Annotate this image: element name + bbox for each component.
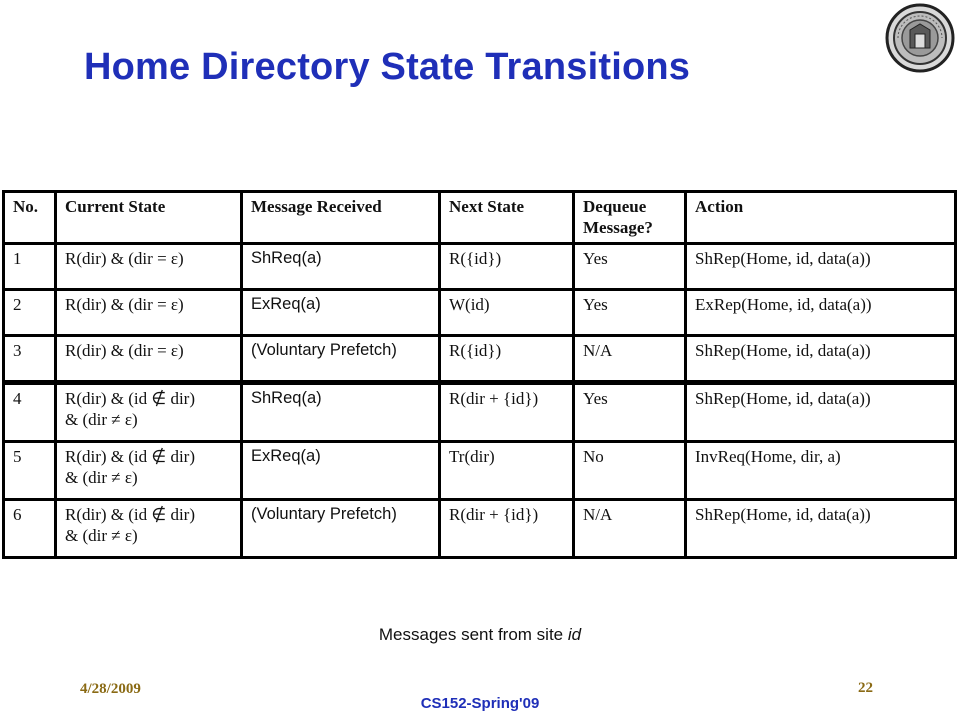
table-caption — [0, 625, 960, 645]
table-row — [4, 336, 956, 383]
cell-dequeue: Yes — [574, 290, 686, 336]
cell-dequeue: Yes — [574, 383, 686, 442]
cell-current-state — [56, 290, 242, 336]
footer-page-number: 22 — [858, 680, 873, 696]
header-dequeue-message: Dequeue Message? — [574, 192, 686, 244]
cell-next-state: R(dir + {id}) — [440, 500, 574, 558]
state-line-2: & (dir ≠ ε) — [65, 410, 138, 429]
cell-next-state: R({id}) — [440, 336, 574, 383]
cell-current-state — [56, 244, 242, 290]
table-row — [4, 500, 956, 558]
footer-course: CS152-Spring'09 — [420, 695, 540, 712]
table-row — [4, 244, 956, 290]
caption-text: Messages sent from site — [378, 625, 568, 644]
cell-no: 6 — [4, 500, 56, 558]
cell-message-received: ShReq(a) — [242, 383, 440, 442]
cell-next-state: R({id}) — [440, 244, 574, 290]
cell-message-received: ExReq(a) — [242, 290, 440, 336]
cell-no: 1 — [4, 244, 56, 290]
cell-no: 4 — [4, 383, 56, 442]
state-line-1: R(dir) & (id ∉ dir) — [65, 447, 196, 466]
state-line-2: & (dir ≠ ε) — [65, 526, 138, 545]
header-next-state: Next State — [440, 192, 574, 244]
header-action: Action — [686, 192, 956, 244]
cell-no: 3 — [4, 336, 56, 383]
table-row — [4, 442, 956, 500]
cell-next-state: W(id) — [440, 290, 574, 336]
slide-title: Home Directory State Transitions — [84, 46, 691, 88]
cell-action: ShRep(Home, id, data(a)) — [686, 500, 956, 558]
cell-current-state — [56, 336, 242, 383]
header-current-state: Current State — [56, 192, 242, 244]
cell-no: 2 — [4, 290, 56, 336]
header-no: No. — [4, 192, 56, 244]
state-line-1: R(dir) & (dir = ε) — [65, 341, 184, 360]
university-seal-icon — [884, 2, 956, 74]
cell-dequeue: N/A — [574, 500, 686, 558]
cell-message-received: (Voluntary Prefetch) — [242, 336, 440, 383]
cell-dequeue: No — [574, 442, 686, 500]
cell-action: ShRep(Home, id, data(a)) — [686, 336, 956, 383]
cell-action: ShRep(Home, id, data(a)) — [686, 383, 956, 442]
cell-dequeue: N/A — [574, 336, 686, 383]
state-line-1: R(dir) & (dir = ε) — [65, 295, 184, 314]
cell-no: 5 — [4, 442, 56, 500]
cell-message-received: ShReq(a) — [242, 244, 440, 290]
cell-current-state — [56, 442, 242, 500]
cell-message-received: (Voluntary Prefetch) — [242, 500, 440, 558]
table-row — [4, 290, 956, 336]
state-line-1: R(dir) & (id ∉ dir) — [65, 389, 196, 408]
caption-emphasis: id — [567, 625, 582, 644]
cell-action: ShRep(Home, id, data(a)) — [686, 244, 956, 290]
cell-next-state: R(dir + {id}) — [440, 383, 574, 442]
state-line-1: R(dir) & (id ∉ dir) — [65, 505, 196, 524]
table-header-row — [4, 192, 956, 244]
cell-action: InvReq(Home, dir, a) — [686, 442, 956, 500]
cell-current-state — [56, 500, 242, 558]
state-transition-table — [2, 190, 954, 558]
cell-current-state — [56, 383, 242, 442]
cell-dequeue: Yes — [574, 244, 686, 290]
state-line-2: & (dir ≠ ε) — [65, 468, 138, 487]
header-message-received: Message Received — [242, 192, 440, 244]
cell-next-state: Tr(dir) — [440, 442, 574, 500]
cell-action: ExRep(Home, id, data(a)) — [686, 290, 956, 336]
state-line-1: R(dir) & (dir = ε) — [65, 249, 184, 268]
cell-message-received: ExReq(a) — [242, 442, 440, 500]
footer-date: 4/28/2009 — [80, 681, 141, 697]
table-row — [4, 383, 956, 442]
